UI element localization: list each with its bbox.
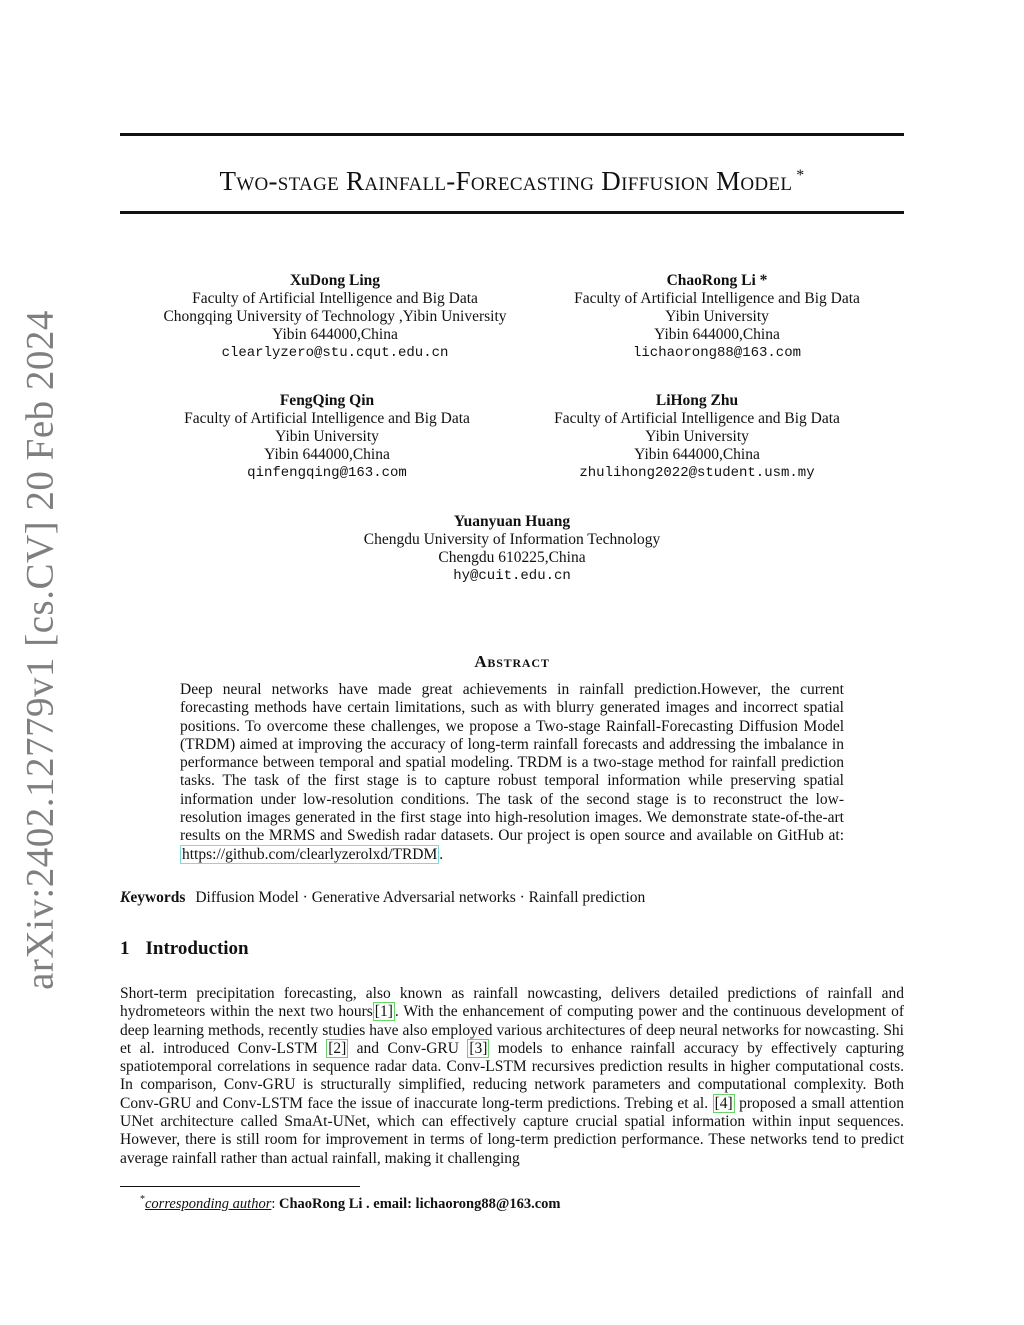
author-name: ChaoRong Li *	[666, 272, 768, 289]
author-block	[130, 272, 540, 362]
author-email[interactable]: lichaorong88@163.com	[632, 345, 802, 361]
author-address: Yibin 644000,China	[272, 326, 398, 343]
introduction-paragraph: Short-term precipitation forecasting, also known as rainfall nowcasting, delivers detailed predictions of rainfall and hydrometeors within the next two hours [1] . With the enhancement of computing power and the continuous development of deep learning methods, recently studies have also employed various architectures of deep neural networks for nowcasting. Shi et al. introduced Conv-LSTM [2] and Conv-GRU [3] models to enhance rainfall accuracy by effectively capturing spatiotemporal correlations in sequence radar data. Conv-LSTM recursives prediction results in higher computational costs. In comparison, Conv-GRU is structurally simplified, reducing network parameters and computational complexity. Both Conv-GRU and Conv-LSTM face the issue of inaccurate long-term predictions. Trebing et al. [4] proposed a small attention UNet architecture called SmaAt-UNet, which can effectively capture crucial spatial information within input sequences. However, there is still room for improvement in terms of long-term prediction performance. These networks tend to predict average rainfall rather than actual rainfall, making it challenging	[120, 985, 904, 1167]
paper-title	[120, 158, 904, 199]
author-affiliation: Faculty of Artificial Intelligence and Big Data	[574, 290, 860, 307]
author-block	[312, 513, 712, 585]
arxiv-side-stamp	[0, 310, 80, 990]
author-email[interactable]: qinfengqing@163.com	[247, 465, 407, 481]
github-link[interactable]: https://github.com/clearlyzerolxd/TRDM	[182, 845, 438, 863]
abstract-end: .	[439, 845, 444, 863]
title-rule-top	[120, 133, 904, 136]
author-name: FengQing Qin	[279, 392, 375, 409]
arxiv-identifier[interactable]: arXiv:2402.12779v1 [cs.CV] 20 Feb 2024	[18, 310, 62, 990]
abstract-heading: Abstract	[474, 652, 550, 671]
keywords-line	[120, 888, 904, 908]
author-address: Chengdu 610225,China	[438, 549, 586, 566]
footnote-mark: *	[140, 1194, 145, 1205]
title-text: Two-stage Rainfall-Forecasting Diffusion Model	[219, 166, 793, 196]
citation-link[interactable]: [3]	[469, 1039, 488, 1057]
abstract-text: Deep neural networks have made great achievements in rainfall prediction.However, the current forecasting methods have certain limitations, such as with blurry generated images and incorrect spatial positions. To overcome these challenges, we propose a Two-stage Rainfall-Forecasting Diffusion Model (TRDM) aimed at improving the accuracy of long-term rainfall forecasts and addressing the imbalance in performance between temporal and spatial modeling. TRDM is a two-stage method for rainfall prediction tasks. The task of the first stage is to capture robust temporal information while preserving spatial information under low-resolution conditions. The task of the second stage is to reconstruct the low-resolution images generated in the first stage into high-resolution images. We demonstrate state-of-the-art results on the MRMS and Swedish radar datasets. Our project is open source and available on GitHub at:	[180, 681, 844, 845]
title-rule-bottom	[120, 211, 904, 214]
keywords-list: Diffusion Model · Generative Adversarial networks · Rainfall prediction	[195, 889, 646, 906]
citation-link[interactable]: [1]	[374, 1003, 393, 1021]
author-name: XuDong Ling	[289, 272, 381, 289]
author-affiliation: Chengdu University of Information Technology	[363, 531, 661, 548]
footnote-label: corresponding author	[145, 1195, 272, 1212]
author-affiliation: Yibin University	[275, 428, 379, 445]
citation-link[interactable]: [4]	[714, 1094, 733, 1112]
author-affiliation: Faculty of Artificial Intelligence and Big Data	[192, 290, 478, 307]
abstract-body	[180, 681, 844, 864]
footnote-text: ChaoRong Li . email: lichaorong88@163.com	[279, 1195, 561, 1212]
author-block	[130, 392, 524, 482]
author-block	[530, 272, 904, 362]
author-address: Yibin 644000,China	[654, 326, 780, 343]
author-affiliation: Yibin University	[665, 308, 769, 325]
author-affiliation: Faculty of Artificial Intelligence and Big Data	[554, 410, 840, 427]
author-affiliation: Chongqing University of Technology ,Yibin University	[163, 308, 507, 325]
section-heading-introduction	[120, 938, 249, 960]
title-footnote-mark[interactable]: *	[796, 167, 805, 184]
author-email[interactable]: clearlyzero@stu.cqut.edu.cn	[221, 345, 449, 361]
author-email[interactable]: hy@cuit.edu.cn	[453, 568, 571, 584]
section-title: Introduction	[145, 938, 249, 959]
author-address: Yibin 644000,China	[634, 446, 760, 463]
citation-link[interactable]: [2]	[328, 1039, 347, 1057]
author-email[interactable]: zhulihong2022@student.usm.my	[579, 465, 815, 481]
section-number: 1	[120, 938, 130, 959]
author-address: Yibin 644000,China	[264, 446, 390, 463]
footnote-rule	[120, 1186, 360, 1187]
author-affiliation: Faculty of Artificial Intelligence and Big Data	[184, 410, 470, 427]
keywords-label: Keywords	[120, 889, 186, 906]
author-block	[520, 392, 874, 482]
author-name: Yuanyuan Huang	[453, 513, 571, 530]
footnote: *corresponding author: ChaoRong Li . email: lichaorong88@163.com	[140, 1194, 561, 1212]
author-name: LiHong Zhu	[655, 392, 739, 409]
author-affiliation: Yibin University	[645, 428, 749, 445]
